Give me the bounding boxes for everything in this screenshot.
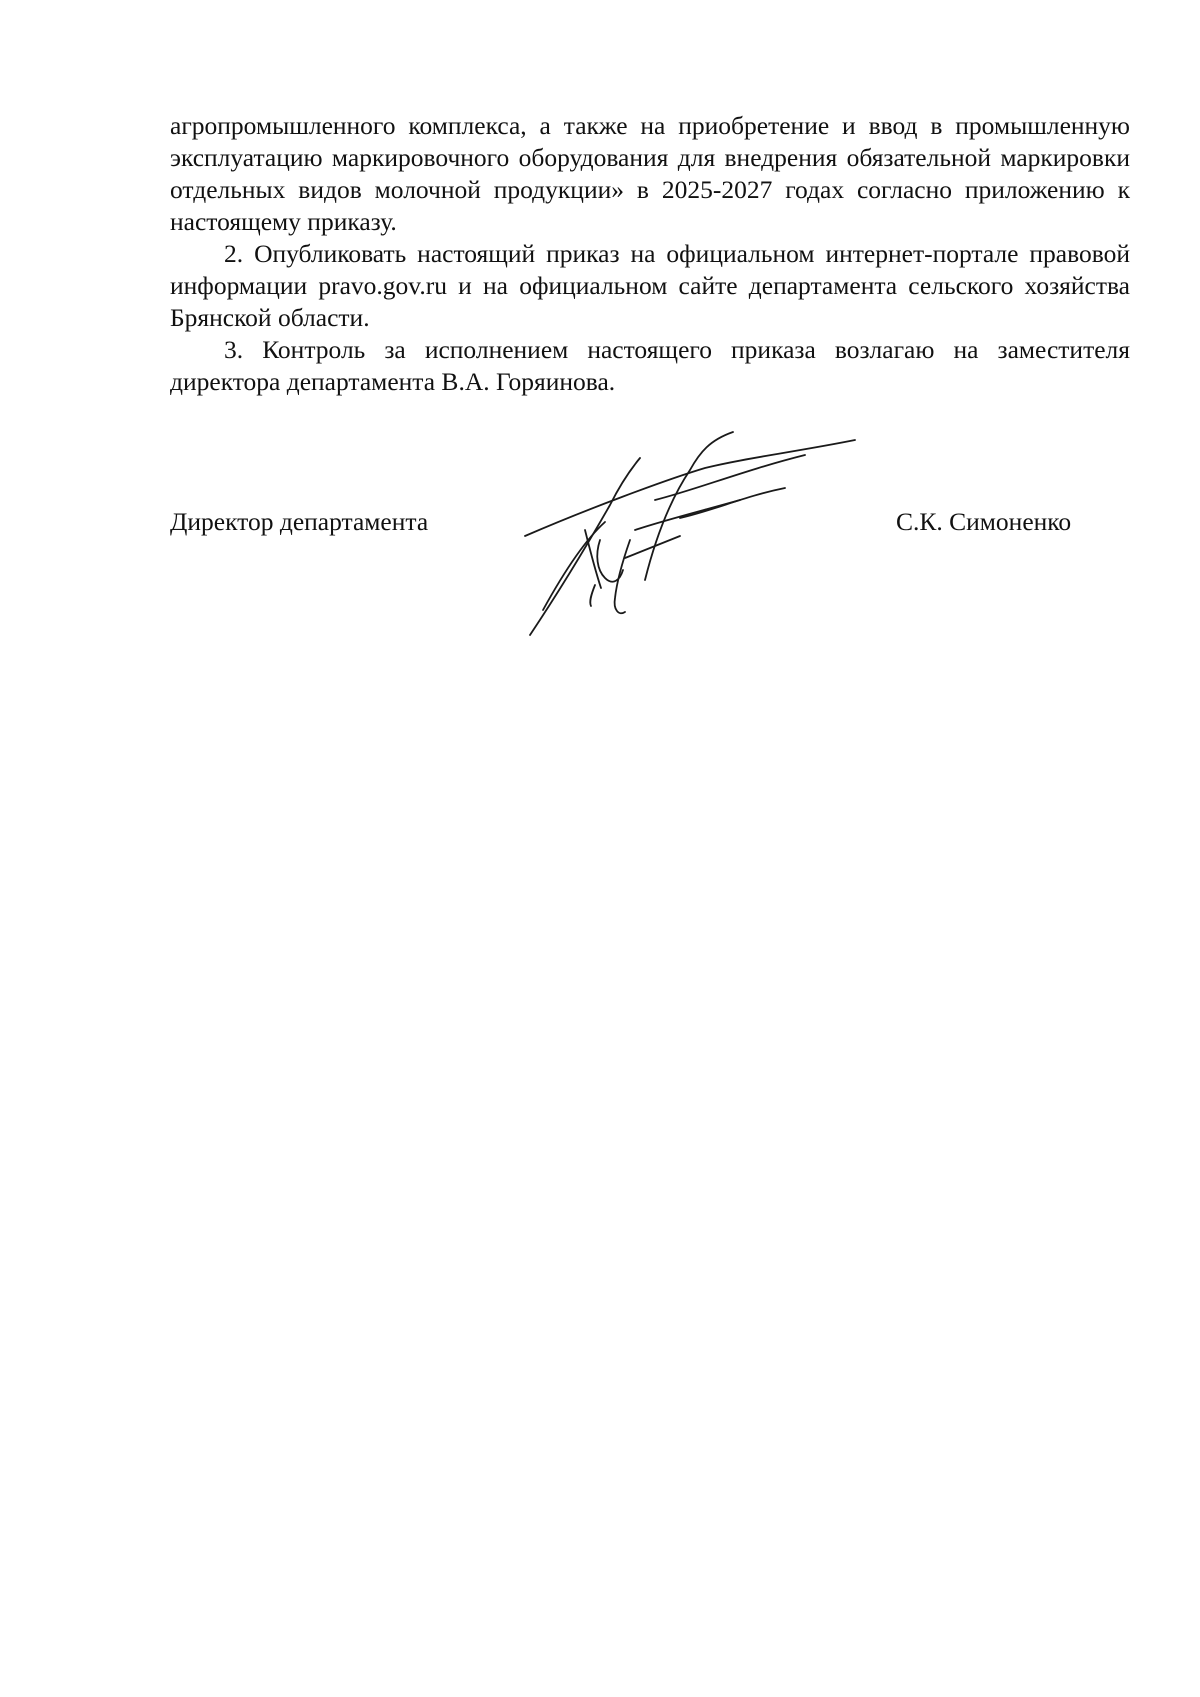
paragraph-publish: 2. Опубликовать настоящий приказ на официальном интернет-портале правовой информации pravo.gov.ru и на официальном сайте департамента сельского хозяйства Брянской области. [170, 239, 1130, 332]
paragraph-continuation: агропромышленного комплекса, а также на приобретение и ввод в промышленную эксплуатацию маркировочного оборудования для внедрения обязательной маркировки отдельных видов молочной продукции» в 2025-2027 годах согласно приложению к настоящему приказу. [170, 111, 1130, 236]
paragraph-control: 3. Контроль за исполнением настоящего приказа возлагаю на заместителя директора департамента В.А. Горяинова. [170, 335, 1130, 396]
signatory-name: С.К. Симоненко [896, 507, 1072, 536]
signatory-position: Директор департамента [170, 507, 429, 536]
document-body [170, 110, 1130, 398]
handwritten-signature [505, 430, 865, 640]
